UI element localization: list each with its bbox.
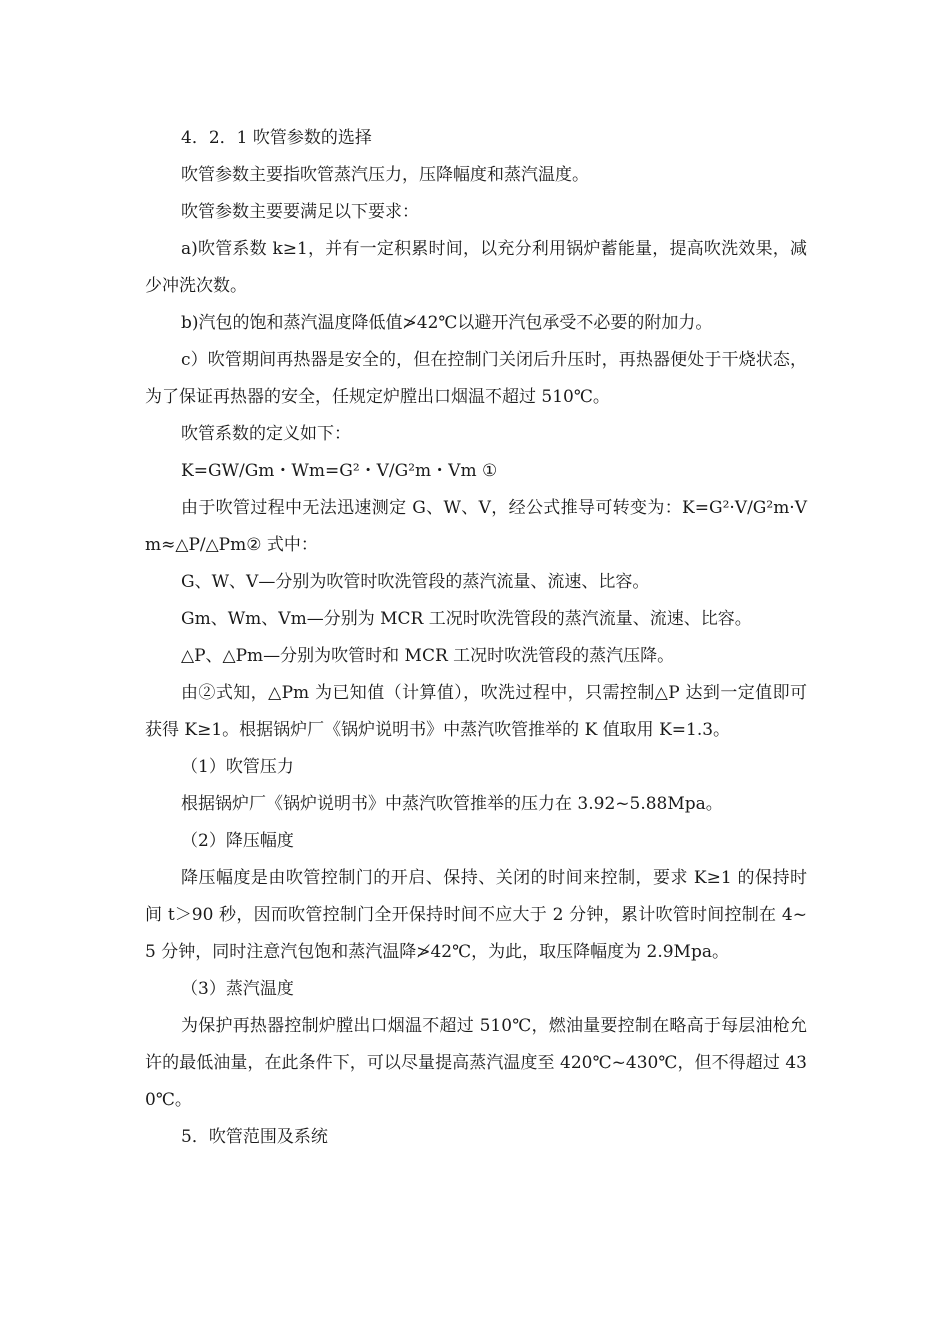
paragraph-pressure-drop: 降压幅度是由吹管控制门的开启、保持、关闭的时间来控制，要求 K≥1 的保持时间 t＞90 秒，因而吹管控制门全开保持时间不应大于 2 分钟，累计吹管时间控制在 4~5 分钟，同时注意汽包饱和蒸汽温降≯42℃，为此，取压降幅度为 2.9Mpa。 bbox=[145, 868, 807, 962]
paragraph-steam-temperature: 为保护再热器控制炉膛出口烟温不超过 510℃，燃油量要控制在略高于每层油枪允许的最低油量，在此条件下，可以尽量提高蒸汽温度至 420℃~430℃，但不得超过 430℃。 bbox=[145, 1016, 807, 1110]
paragraph-formula-2: 由于吹管过程中无法迅速测定 G、W、V，经公式推导可转变为：K=G²·V/G²m·Vm≈△P/△Pm② 式中： bbox=[145, 498, 807, 555]
formula-1: K=GW/Gm・Wm=G²・V/G²m・Vm ① bbox=[181, 461, 498, 481]
subheading-steam-temperature: （3）蒸汽温度 bbox=[181, 979, 294, 999]
subheading-blow-pressure: （1）吹管压力 bbox=[181, 757, 294, 777]
paragraph-requirements-intro: 吹管参数主要要满足以下要求： bbox=[181, 202, 419, 222]
paragraph-requirement-b: b)汽包的饱和蒸汽温度降低值≯42℃以避开汽包承受不必要的附加力。 bbox=[181, 313, 713, 333]
paragraph-pressure-drop-definition: △P、△Pm—分别为吹管时和 MCR 工况时吹洗管段的蒸汽压降。 bbox=[181, 646, 675, 666]
paragraph-k-value: 由②式知，△Pm 为已知值（计算值），吹洗过程中，只需控制△P 达到一定值即可获得 K≥1。根据锅炉厂《锅炉说明书》中蒸汽吹管推举的 K 值取用 K=1.3。 bbox=[145, 683, 807, 740]
paragraph-requirement-c: c）吹管期间再热器是安全的，但在控制门关闭后升压时，再热器便处于干烧状态，为了保证再热器的安全，任规定炉膛出口烟温不超过 510℃。 bbox=[145, 350, 807, 407]
paragraph-gwv-definition: G、W、V—分别为吹管时吹洗管段的蒸汽流量、流速、比容。 bbox=[181, 572, 650, 592]
subheading-pressure-drop: （2）降压幅度 bbox=[181, 831, 294, 851]
paragraph-blow-pressure: 根据锅炉厂《锅炉说明书》中蒸汽吹管推举的压力在 3.92~5.88Mpa。 bbox=[181, 794, 723, 814]
paragraph-requirement-a: a)吹管系数 k≥1，并有一定积累时间，以充分利用锅炉蓄能量，提高吹洗效果，减少冲洗次数。 bbox=[145, 239, 807, 296]
document-body bbox=[145, 120, 807, 1156]
paragraph-parameters-intro: 吹管参数主要指吹管蒸汽压力，压降幅度和蒸汽温度。 bbox=[181, 165, 589, 185]
paragraph-mcr-definition: Gm、Wm、Vm—分别为 MCR 工况时吹洗管段的蒸汽流量、流速、比容。 bbox=[181, 609, 752, 629]
section-heading-blow-scope: 5．吹管范围及系统 bbox=[181, 1127, 328, 1147]
section-heading-blow-parameters: 4．2．1 吹管参数的选择 bbox=[181, 128, 372, 148]
paragraph-coefficient-definition: 吹管系数的定义如下： bbox=[181, 424, 351, 444]
